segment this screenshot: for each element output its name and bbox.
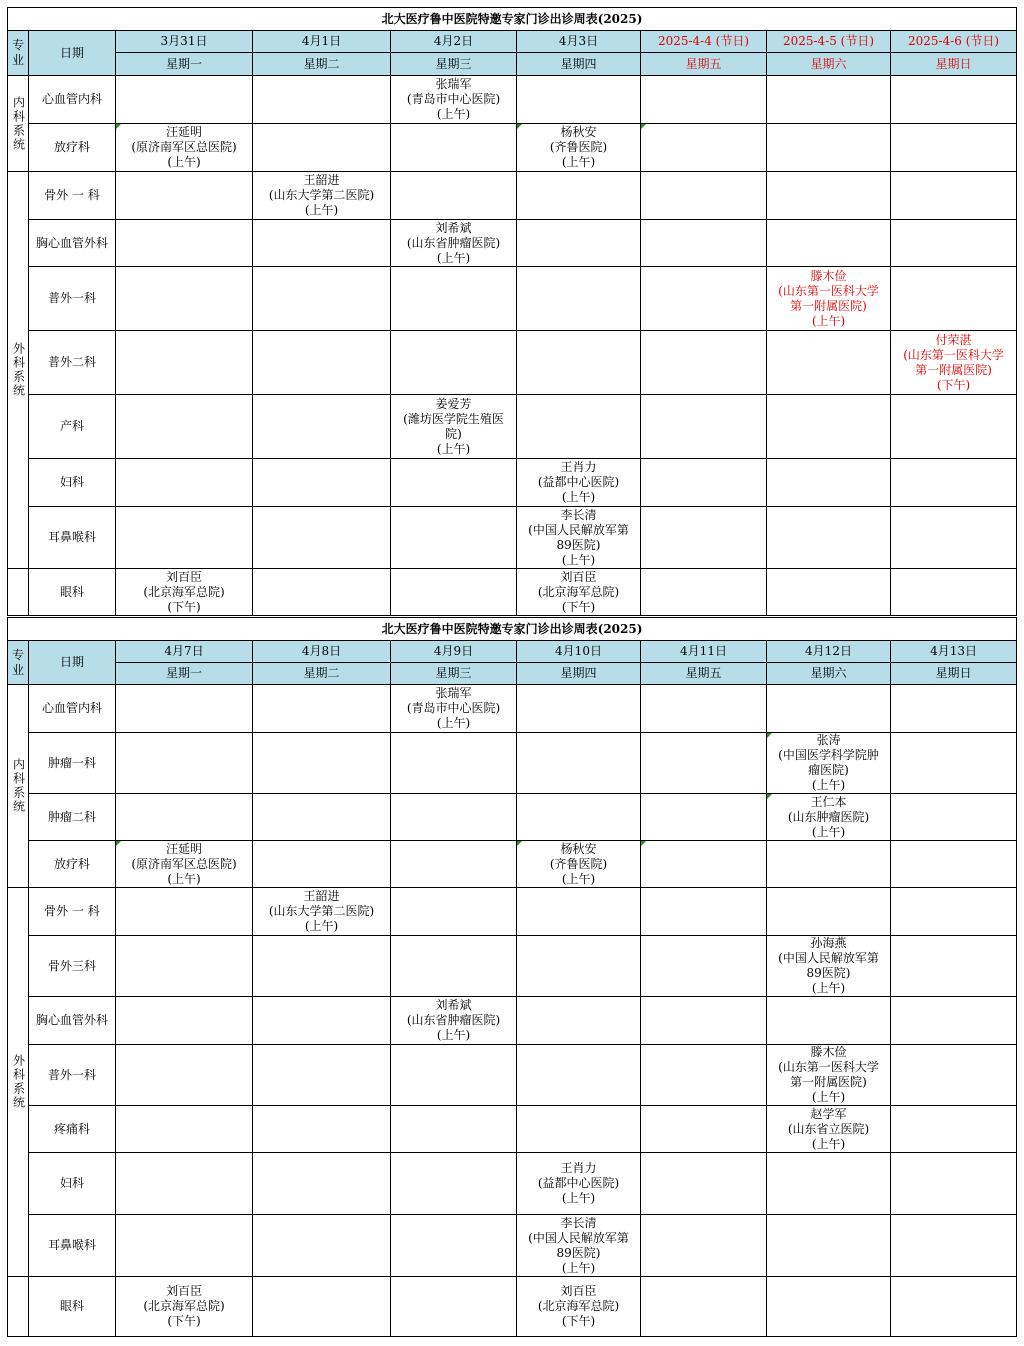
schedule-cell [891,459,1017,507]
schedule-table-week2 [7,617,1017,1337]
schedule-cell [253,685,391,733]
schedule-cell [116,459,253,507]
department-name: 妇科 [29,459,116,507]
date-cell: 4月1日 [253,31,391,53]
department-name: 放疗科 [29,124,116,172]
schedule-cell: 汪延明 (原济南军区总医院) (上午) [116,124,253,172]
schedule-cell: 滕木俭 (山东第一医科大学 第一附属医院) (上午) [767,1045,891,1106]
schedule-cell [641,997,767,1045]
date-header: 日期 [29,641,116,685]
schedule-cell [253,841,391,888]
department-name: 心血管内科 [29,76,116,124]
schedule-cell: 刘百臣 (北京海军总院) (下午) [116,1277,253,1337]
date-cell: 4月2日 [391,31,517,53]
schedule-cell: 姜爱芳 (潍坊医学院生殖医 院) (上午) [391,395,517,459]
schedule-cell [116,172,253,220]
schedule-cell [641,172,767,220]
schedule-cell [391,459,517,507]
schedule-cell [641,888,767,936]
holiday-weekday-cell: 星期六 [767,53,891,76]
schedule-cell [891,76,1017,124]
schedule-cell [767,1153,891,1215]
schedule-cell [391,888,517,936]
department-name: 产科 [29,395,116,459]
schedule-cell [116,794,253,841]
system-label [8,569,29,616]
schedule-cell [253,124,391,172]
department-name: 胸心血管外科 [29,997,116,1045]
date-cell: 4月7日 [116,641,253,663]
schedule-cell: 刘百臣 (北京海军总院) (下午) [116,569,253,616]
schedule-cell [391,1045,517,1106]
schedule-cell [116,733,253,794]
schedule-cell [517,936,641,997]
table-title: 北大医疗鲁中医院特邀专家门诊出诊周表(2025) [8,8,1017,31]
schedule-cell [767,888,891,936]
weekday-cell: 星期四 [517,53,641,76]
schedule-cell [253,1153,391,1215]
schedule-cell: 张瑞军 (青岛市中心医院) (上午) [391,685,517,733]
schedule-cell [891,1215,1017,1277]
department-name: 眼科 [29,569,116,616]
schedule-cell [253,1277,391,1337]
holiday-date-cell: 2025-4-6 (节日) [891,31,1017,53]
department-name: 疼痛科 [29,1106,116,1153]
schedule-cell [391,569,517,616]
department-name: 普外一科 [29,267,116,331]
schedule-cell [641,936,767,997]
schedule-cell [517,267,641,331]
department-name: 肿瘤二科 [29,794,116,841]
schedule-cell [891,267,1017,331]
date-cell: 4月8日 [253,641,391,663]
schedule-cell [641,1153,767,1215]
schedule-cell [767,841,891,888]
schedule-cell [517,331,641,395]
schedule-cell [253,220,391,267]
schedule-cell [253,395,391,459]
weekday-cell: 星期日 [891,663,1017,685]
department-name: 眼科 [29,1277,116,1337]
schedule-cell [891,395,1017,459]
schedule-cell [641,685,767,733]
schedule-cell [116,331,253,395]
schedule-cell: 王仁本 (山东肿瘤医院) (上午) [767,794,891,841]
date-cell: 4月9日 [391,641,517,663]
schedule-cell [116,997,253,1045]
schedule-cell [767,1277,891,1337]
date-header: 日期 [29,31,116,76]
schedule-cell [116,395,253,459]
schedule-cell [116,1106,253,1153]
schedule-cell [767,124,891,172]
schedule-cell [891,1106,1017,1153]
schedule-cell [891,794,1017,841]
schedule-cell [116,1153,253,1215]
schedule-cell [891,1277,1017,1337]
schedule-cell [641,459,767,507]
weekday-cell: 星期三 [391,663,517,685]
schedule-cell: 王韶进 (山东大学第二医院) (上午) [253,888,391,936]
schedule-cell [767,569,891,616]
schedule-cell: 王肖力 (益都中心医院) (上午) [517,1153,641,1215]
schedule-cell: 刘希斌 (山东省肿瘤医院) (上午) [391,220,517,267]
department-name: 骨外 一 科 [29,172,116,220]
schedule-cell [253,1045,391,1106]
schedule-cell: 孙海燕 (中国人民解放军第 89医院) (上午) [767,936,891,997]
schedule-cell [391,1153,517,1215]
date-cell: 4月12日 [767,641,891,663]
schedule-cell [767,997,891,1045]
schedule-cell [391,794,517,841]
schedule-cell [391,1215,517,1277]
schedule-cell [641,76,767,124]
schedule-cell [391,172,517,220]
schedule-cell: 刘百臣 (北京海军总院) (下午) [517,569,641,616]
schedule-cell [891,888,1017,936]
schedule-cell [641,395,767,459]
schedule-cell [641,1106,767,1153]
schedule-cell [517,76,641,124]
schedule-cell [253,331,391,395]
holiday-schedule-cell: 付荣湛 (山东第一医科大学 第一附属医院) (下午) [891,331,1017,395]
schedule-cell: 李长清 (中国人民解放军第 89医院) (上午) [517,507,641,569]
schedule-cell [116,76,253,124]
department-name: 普外二科 [29,331,116,395]
schedule-cell [891,569,1017,616]
schedule-cell [517,395,641,459]
schedule-cell [253,794,391,841]
schedule-cell [116,267,253,331]
schedule-cell [391,1277,517,1337]
date-cell: 4月13日 [891,641,1017,663]
schedule-cell [116,936,253,997]
schedule-cell: 杨秋安 (齐鲁医院) (上午) [517,841,641,888]
system-label: 内科系统 [8,685,29,888]
schedule-cell [116,888,253,936]
schedule-cell [891,220,1017,267]
schedule-cell [253,459,391,507]
schedule-cell [253,1215,391,1277]
weekday-cell: 星期三 [391,53,517,76]
schedule-cell: 王韶进 (山东大学第二医院) (上午) [253,172,391,220]
schedule-cell [391,124,517,172]
schedule-cell [891,733,1017,794]
schedule-cell [517,997,641,1045]
schedule-cell: 李长清 (中国人民解放军第 89医院) (上午) [517,1215,641,1277]
weekday-cell: 星期四 [517,663,641,685]
schedule-cell: 张涛 (中国医学科学院肿 瘤医院) (上午) [767,733,891,794]
schedule-cell [891,1045,1017,1106]
schedule-cell [517,794,641,841]
schedule-cell [391,331,517,395]
schedule-cell [253,733,391,794]
schedule-cell [391,733,517,794]
schedule-cell [891,841,1017,888]
schedule-cell [116,220,253,267]
department-name: 放疗科 [29,841,116,888]
department-name: 耳鼻喉科 [29,1215,116,1277]
date-cell: 4月3日 [517,31,641,53]
department-name: 妇科 [29,1153,116,1215]
schedule-cell [641,1277,767,1337]
schedule-cell [253,76,391,124]
schedule-cell: 张瑞军 (青岛市中心医院) (上午) [391,76,517,124]
system-label: 外科系统 [8,172,29,569]
schedule-cell [116,1215,253,1277]
schedule-cell [116,507,253,569]
schedule-cell [253,936,391,997]
schedule-cell [767,76,891,124]
schedule-cell [641,220,767,267]
schedule-cell [641,1045,767,1106]
weekday-cell: 星期六 [767,663,891,685]
schedule-cell [891,936,1017,997]
weekday-cell: 星期五 [641,663,767,685]
schedule-cell: 刘百臣 (北京海军总院) (下午) [517,1277,641,1337]
schedule-cell [253,569,391,616]
date-cell: 4月11日 [641,641,767,663]
schedule-cell [891,685,1017,733]
department-name: 胸心血管外科 [29,220,116,267]
schedule-cell [253,997,391,1045]
schedule-cell: 赵学军 (山东省立医院) (上午) [767,1106,891,1153]
schedule-cell [767,1215,891,1277]
schedule-cell [517,733,641,794]
weekday-cell: 星期二 [253,663,391,685]
schedule-cell [767,507,891,569]
schedule-cell [517,1045,641,1106]
schedule-cell [517,220,641,267]
schedule-cell [891,507,1017,569]
schedule-cell [767,331,891,395]
specialty-header: 专业 [8,31,29,76]
schedule-cell [116,685,253,733]
schedule-cell [767,220,891,267]
schedule-cell [641,267,767,331]
weekday-cell: 星期二 [253,53,391,76]
schedule-cell [767,459,891,507]
schedule-cell [391,936,517,997]
schedule-cell [641,569,767,616]
system-label: 外科系统 [8,888,29,1277]
schedule-cell [391,507,517,569]
schedule-cell [767,395,891,459]
schedule-cell [641,841,767,888]
schedule-cell [891,172,1017,220]
schedule-cell: 杨秋安 (齐鲁医院) (上午) [517,124,641,172]
department-name: 耳鼻喉科 [29,507,116,569]
schedule-cell [641,507,767,569]
schedule-cell [767,685,891,733]
schedule-cell [641,331,767,395]
holiday-date-cell: 2025-4-5 (节日) [767,31,891,53]
system-label: 内科系统 [8,76,29,172]
schedule-cell [391,267,517,331]
holiday-schedule-cell: 滕木俭 (山东第一医科大学 第一附属医院) (上午) [767,267,891,331]
schedule-cell [641,124,767,172]
schedule-cell [253,507,391,569]
schedule-cell [517,172,641,220]
holiday-date-cell: 2025-4-4 (节日) [641,31,767,53]
weekday-cell: 星期一 [116,53,253,76]
department-name: 骨外三科 [29,936,116,997]
schedule-cell [641,1215,767,1277]
department-name: 肿瘤一科 [29,733,116,794]
schedule-cell [253,267,391,331]
schedule-table-week1 [7,7,1017,616]
schedule-cell [517,888,641,936]
system-label [8,1277,29,1337]
schedule-cell [891,124,1017,172]
specialty-header: 专业 [8,641,29,685]
schedule-cell: 王肖力 (益都中心医院) (上午) [517,459,641,507]
department-name: 骨外 一 科 [29,888,116,936]
department-name: 心血管内科 [29,685,116,733]
schedule-cell [641,794,767,841]
schedule-cell [891,1153,1017,1215]
holiday-weekday-cell: 星期五 [641,53,767,76]
date-cell: 4月10日 [517,641,641,663]
schedule-cell [517,685,641,733]
schedule-cell [116,1045,253,1106]
holiday-weekday-cell: 星期日 [891,53,1017,76]
schedule-cell [391,841,517,888]
schedule-cell [391,1106,517,1153]
schedule-cell [517,1106,641,1153]
schedule-cell: 汪延明 (原济南军区总医院) (上午) [116,841,253,888]
schedule-cell [767,172,891,220]
schedule-cell [253,1106,391,1153]
weekday-cell: 星期一 [116,663,253,685]
date-cell: 3月31日 [116,31,253,53]
schedule-cell: 刘希斌 (山东省肿瘤医院) (上午) [391,997,517,1045]
schedule-cell [641,733,767,794]
schedule-cell [891,997,1017,1045]
department-name: 普外一科 [29,1045,116,1106]
table-title: 北大医疗鲁中医院特邀专家门诊出诊周表(2025) [8,618,1017,641]
